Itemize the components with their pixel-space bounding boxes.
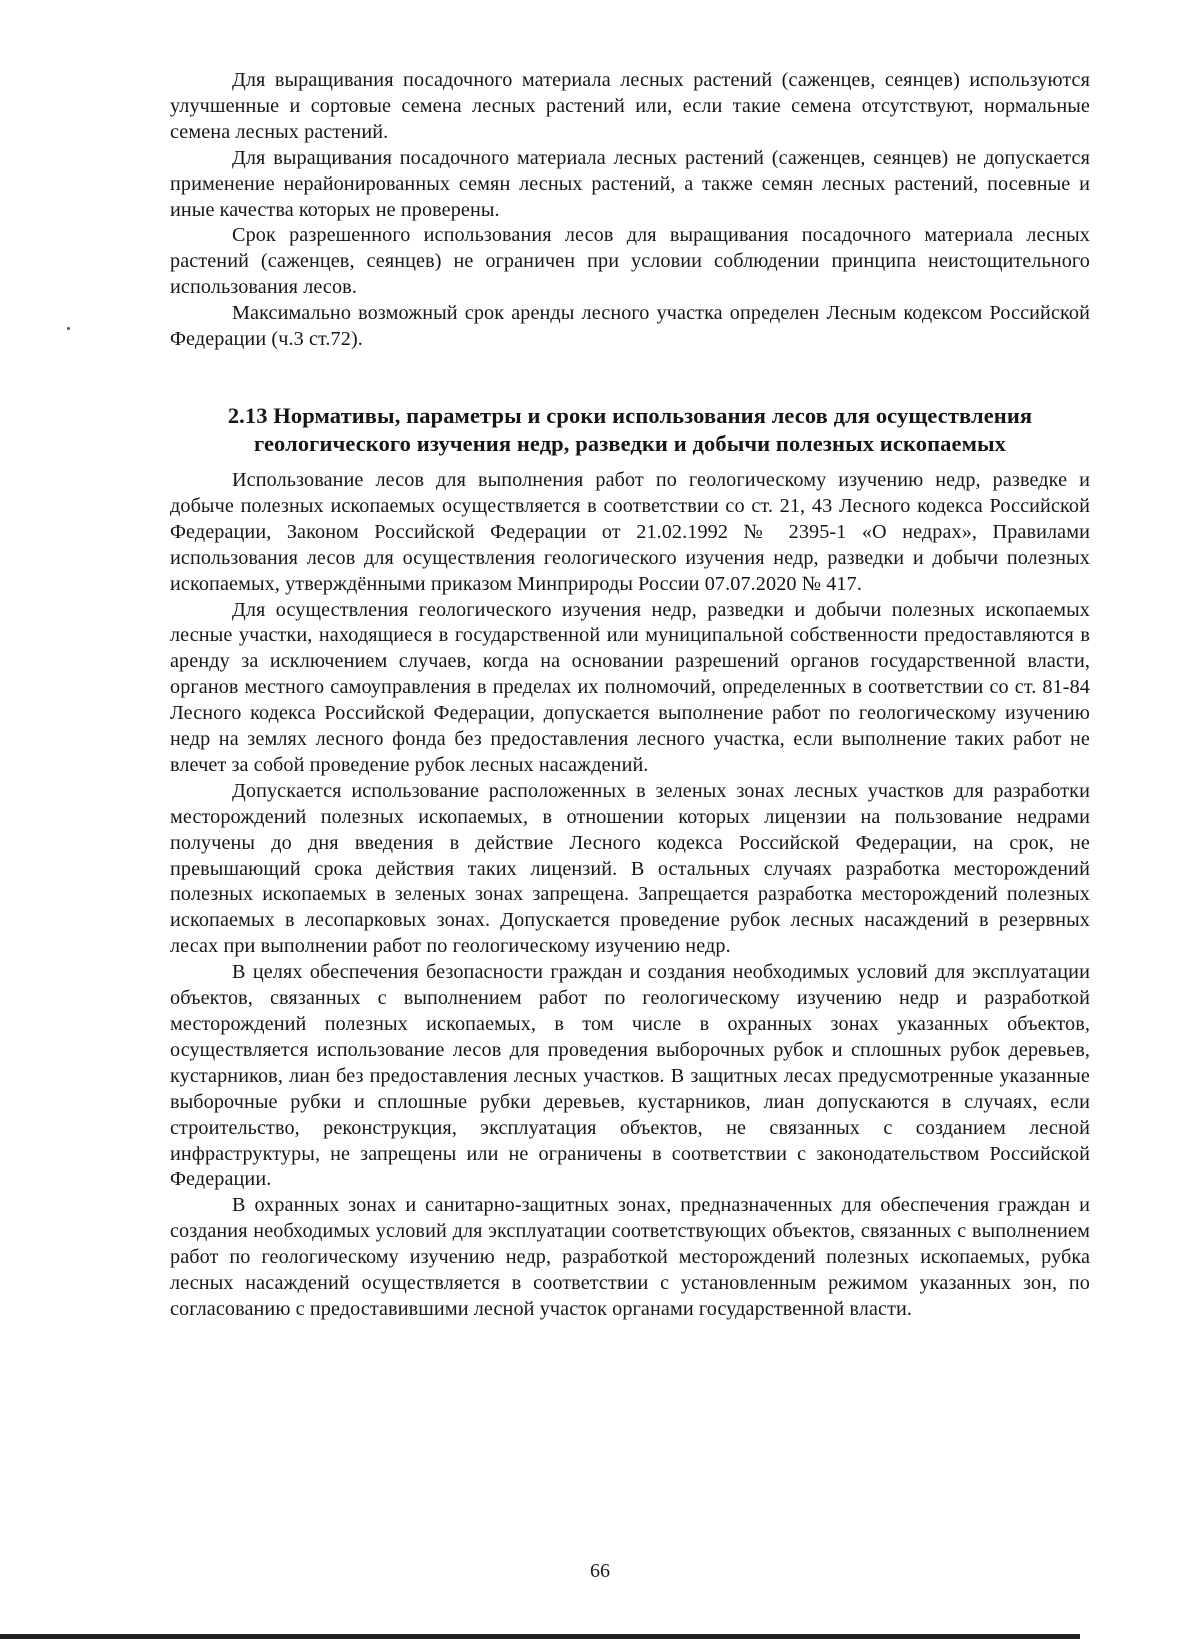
section-title-line-2: геологического изучения недр, разведки и добычи полезных ископаемых [253,430,1007,456]
document-page [170,68,1090,1323]
scan-speck [67,327,70,330]
paragraph-legal-basis: Использование лесов для выполнения работ по геологическому изучению недр, разведке и добыче полезных ископаемых осуществляется в соответствии со ст. 21, 43 Лесного кодекса Российской Федерации, Законом Российской Федерации от 21.02.1992 № 2395-1 «О недрах», Правилами использования лесов для осуществления геологического изучения недр, разведки и добычи полезных ископаемых, утверждёнными приказом Минприроды России 07.07.2020 № 417. [170,468,1090,595]
paragraph-seedlings-improved-seeds: Для выращивания посадочного материала лесных растений (саженцев, сеянцев) используются улучшенные и сортовые семена лесных растений или, если такие семена отсутствуют, нормальные семена лесных растений. [170,69,1090,143]
paragraph-safety-felling: В целях обеспечения безопасности граждан и создания необходимых условий для эксплуатации объектов, связанных с выполнением работ по геологическому изучению недр и разработкой месторождений полезных ископаемых, в том числе в охранных зонах указанных объектов, осуществляется использование лесов для проведения выборочных рубок и сплошных рубок деревьев, кустарников, лиан без предоставления лесных участков. В защитных лесах предусмотренные указанные выборочные рубки и сплошные рубки деревьев, кустарников, лиан допускаются в случаях, если строительство, реконструкция, эксплуатация объектов, не связанных с созданием лесной инфраструктуры, не запрещены или не ограничены в соответствии с законодательством Российской Федерации. [170,961,1090,1191]
paragraph-seedlings-term: Срок разрешенного использования лесов для выращивания посадочного материала лесных растений (саженцев, сеянцев) не ограничен при условии соблюдении принципа неистощительного использования лесов. [170,224,1090,299]
paragraph-lease-exceptions: Для осуществления геологического изучения недр, разведки и добычи полезных ископаемых лесные участки, находящиеся в государственной или муниципальной собственности предоставляются в аренду за исключением случаев, когда на основании разрешений органов государственной власти, органов местного самоуправления в пределах их полномочий, определенных в соответствии со ст. 81-84 Лесного кодекса Российской Федерации, допускается выполнение работ по геологическому изучению недр на землях лесного фонда без предоставления лесного участка, если выполнение таких работ не влечет за собой проведение рубок лесных насаждений. [170,598,1090,776]
paragraph-seedlings-prohibited-seeds: Для выращивания посадочного материала лесных растений (саженцев, сеянцев) не допускается применение нерайонированных семян лесных растений, а также семян лесных растений, посевные и иные качества которых не проверены. [170,146,1090,221]
page-number: 66 [590,1560,610,1582]
section-title [170,402,1090,458]
bottom-scan-border [0,1634,1080,1639]
section-title-line-1: 2.13 Нормативы, параметры и сроки использования лесов для осуществления [227,402,1033,428]
paragraph-green-zones: Допускается использование расположенных в зеленых зонах лесных участков для разработки месторождений полезных ископаемых, в отношении которых лицензии на пользование недрами получены до дня введения в действие Лесного кодекса Российской Федерации, на срок, не превышающий срока действия таких лицензий. В остальных случаях разработка месторождений полезных ископаемых в зеленых зонах запрещена. Запрещается разработка месторождений полезных ископаемых в лесопарковых зонах. Допускается проведение рубок лесных насаждений в резервных лесах при выполнении работ по геологическому изучению недр. [170,779,1090,958]
paragraph-protection-zones: В охранных зонах и санитарно-защитных зонах, предназначенных для обеспечения граждан и создания необходимых условий для эксплуатации соответствующих объектов, связанных с выполнением работ по геологическому изучению недр, разработкой месторождений полезных ископаемых, рубка лесных насаждений осуществляется в соответствии с установленным режимом указанных зон, по согласованию с предоставившими лесной участок органами государственной власти. [170,1194,1090,1320]
paragraph-lease-term: Максимально возможный срок аренды лесного участка определен Лесным кодексом Российской Федерации (ч.3 ст.72). [170,302,1090,351]
